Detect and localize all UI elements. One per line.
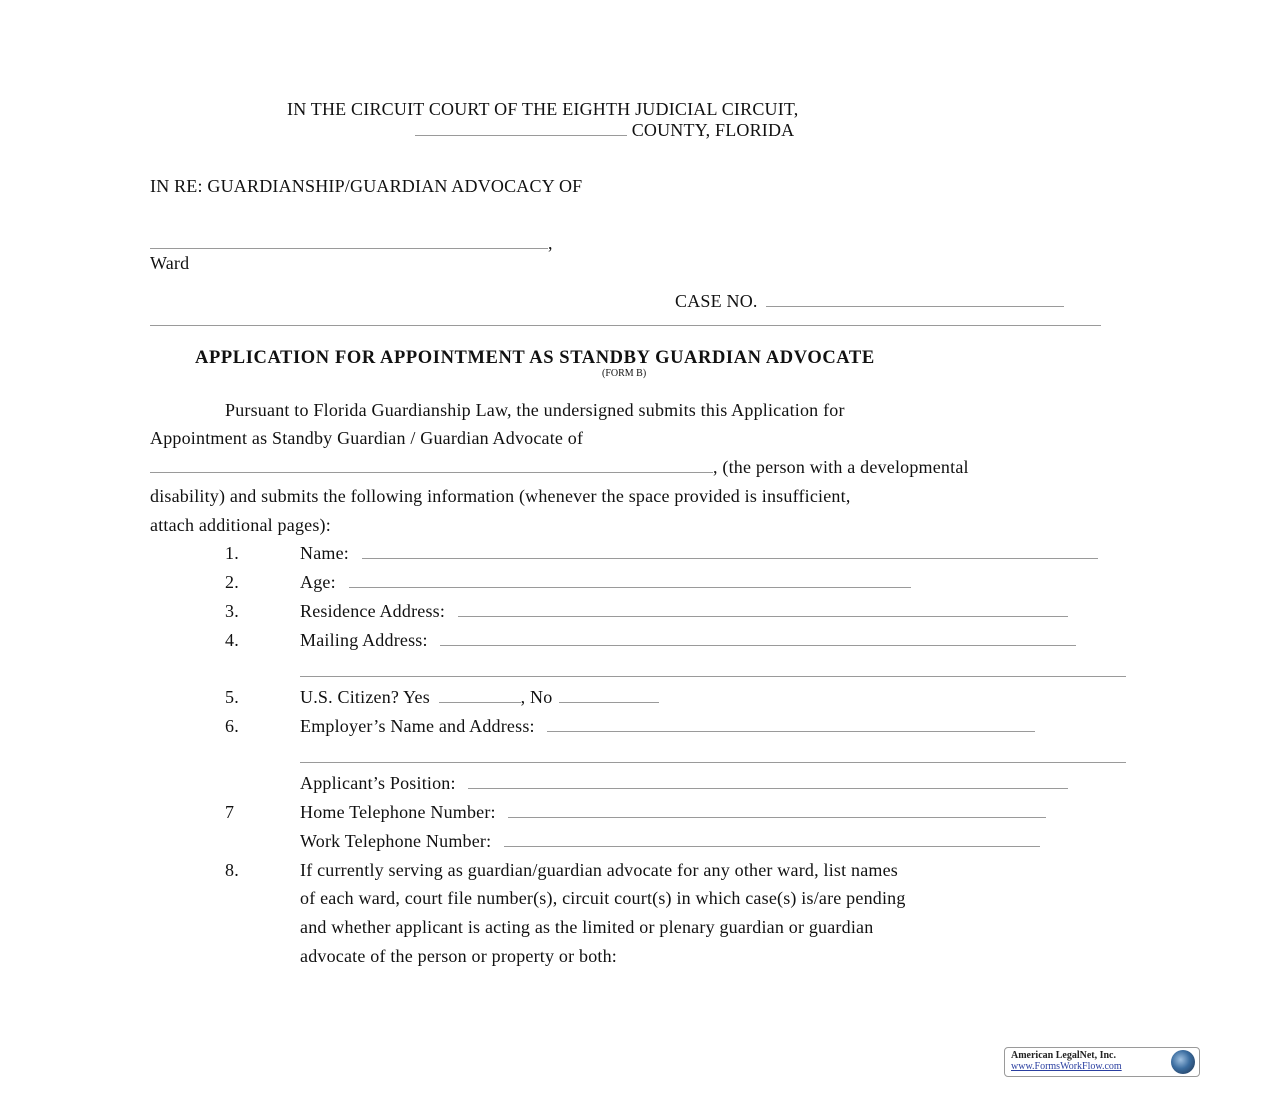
- ward-name-field[interactable]: [150, 248, 548, 249]
- intro-line-3-text: , (the person with a developmental: [713, 457, 969, 477]
- item-1: [300, 543, 1098, 563]
- item-3: [300, 601, 1068, 621]
- intro-line-4: disability) and submits the following information (whenever the space provided is insufficient,: [150, 486, 851, 506]
- item-4-number: 4.: [225, 630, 239, 650]
- county-blank-field[interactable]: [415, 135, 627, 136]
- mailing-address-field[interactable]: [440, 645, 1076, 646]
- employer-field-line-2[interactable]: [300, 762, 1126, 763]
- item-2-number: 2.: [225, 572, 239, 592]
- applicant-position-field[interactable]: [468, 788, 1068, 789]
- item-1-number: 1.: [225, 543, 239, 563]
- residence-address-field[interactable]: [458, 616, 1068, 617]
- item-4: [300, 630, 1076, 650]
- case-no-label: CASE NO.: [675, 291, 758, 311]
- court-heading-line2: [415, 120, 794, 140]
- in-re-heading: IN RE: GUARDIANSHIP/GUARDIAN ADVOCACY OF: [150, 176, 583, 196]
- name-field[interactable]: [362, 558, 1098, 559]
- age-field[interactable]: [349, 587, 911, 588]
- us-citizen-yes-field[interactable]: [439, 702, 521, 703]
- item-8-line-3: and whether applicant is acting as the limited or plenary guardian or guardian: [300, 917, 874, 937]
- logo-website-link[interactable]: www.FormsWorkFlow.com: [1011, 1061, 1122, 1072]
- county-florida-label: COUNTY, FLORIDA: [631, 120, 795, 140]
- item-6-number: 6.: [225, 716, 239, 736]
- caption-divider: [150, 325, 1101, 326]
- residence-address-label: Residence Address:: [300, 601, 446, 621]
- ward-comma: ,: [548, 233, 553, 253]
- mailing-address-field-line-2[interactable]: [300, 676, 1126, 677]
- employer-field[interactable]: [547, 731, 1035, 732]
- item-5: [300, 687, 659, 707]
- home-telephone-field[interactable]: [508, 817, 1046, 818]
- item-7-number: 7: [225, 802, 235, 822]
- form-title: APPLICATION FOR APPOINTMENT AS STANDBY GUARDIAN ADVOCATE: [195, 348, 875, 368]
- item-8-line-4: advocate of the person or property or both:: [300, 946, 617, 966]
- age-label: Age:: [300, 572, 336, 592]
- american-legalnet-logo[interactable]: [1004, 1047, 1200, 1077]
- intro-line-2: Appointment as Standby Guardian / Guardian Advocate of: [150, 428, 584, 448]
- home-telephone-label: Home Telephone Number:: [300, 802, 496, 822]
- item-3-number: 3.: [225, 601, 239, 621]
- applicant-position-label: Applicant’s Position:: [300, 773, 456, 793]
- work-telephone: [300, 831, 1040, 851]
- work-telephone-field[interactable]: [504, 846, 1040, 847]
- case-number-field[interactable]: [766, 306, 1064, 307]
- mailing-address-label: Mailing Address:: [300, 630, 428, 650]
- case-number-line: [675, 291, 1064, 311]
- us-citizen-no-label: , No: [520, 687, 553, 707]
- ward-name-line: [150, 233, 553, 253]
- disabled-person-name-field[interactable]: [150, 472, 713, 473]
- item-2: [300, 572, 911, 592]
- us-citizen-no-field[interactable]: [559, 702, 659, 703]
- name-label: Name:: [300, 543, 349, 563]
- form-subtitle: (FORM B): [602, 368, 647, 379]
- logo-company-name: American LegalNet, Inc.: [1011, 1050, 1116, 1061]
- intro-line-5: attach additional pages):: [150, 515, 331, 535]
- ward-label: Ward: [150, 253, 190, 273]
- intro-line-1: Pursuant to Florida Guardianship Law, the undersigned submits this Application for: [225, 400, 845, 420]
- item-8-line-2: of each ward, court file number(s), circuit court(s) in which case(s) is/are pending: [300, 888, 906, 908]
- work-telephone-label: Work Telephone Number:: [300, 831, 492, 851]
- globe-icon: [1171, 1050, 1195, 1074]
- item-8-line-1: If currently serving as guardian/guardian advocate for any other ward, list names: [300, 860, 898, 880]
- home-telephone: [300, 802, 1046, 822]
- item-5-number: 5.: [225, 687, 239, 707]
- item-8-number: 8.: [225, 860, 239, 880]
- court-heading-line1: IN THE CIRCUIT COURT OF THE EIGHTH JUDICIAL CIRCUIT,: [287, 99, 799, 119]
- employer-label: Employer’s Name and Address:: [300, 716, 535, 736]
- us-citizen-yes-label: U.S. Citizen? Yes: [300, 687, 430, 707]
- intro-line-3: [150, 457, 969, 477]
- item-6: [300, 716, 1035, 736]
- applicant-position: [300, 773, 1068, 793]
